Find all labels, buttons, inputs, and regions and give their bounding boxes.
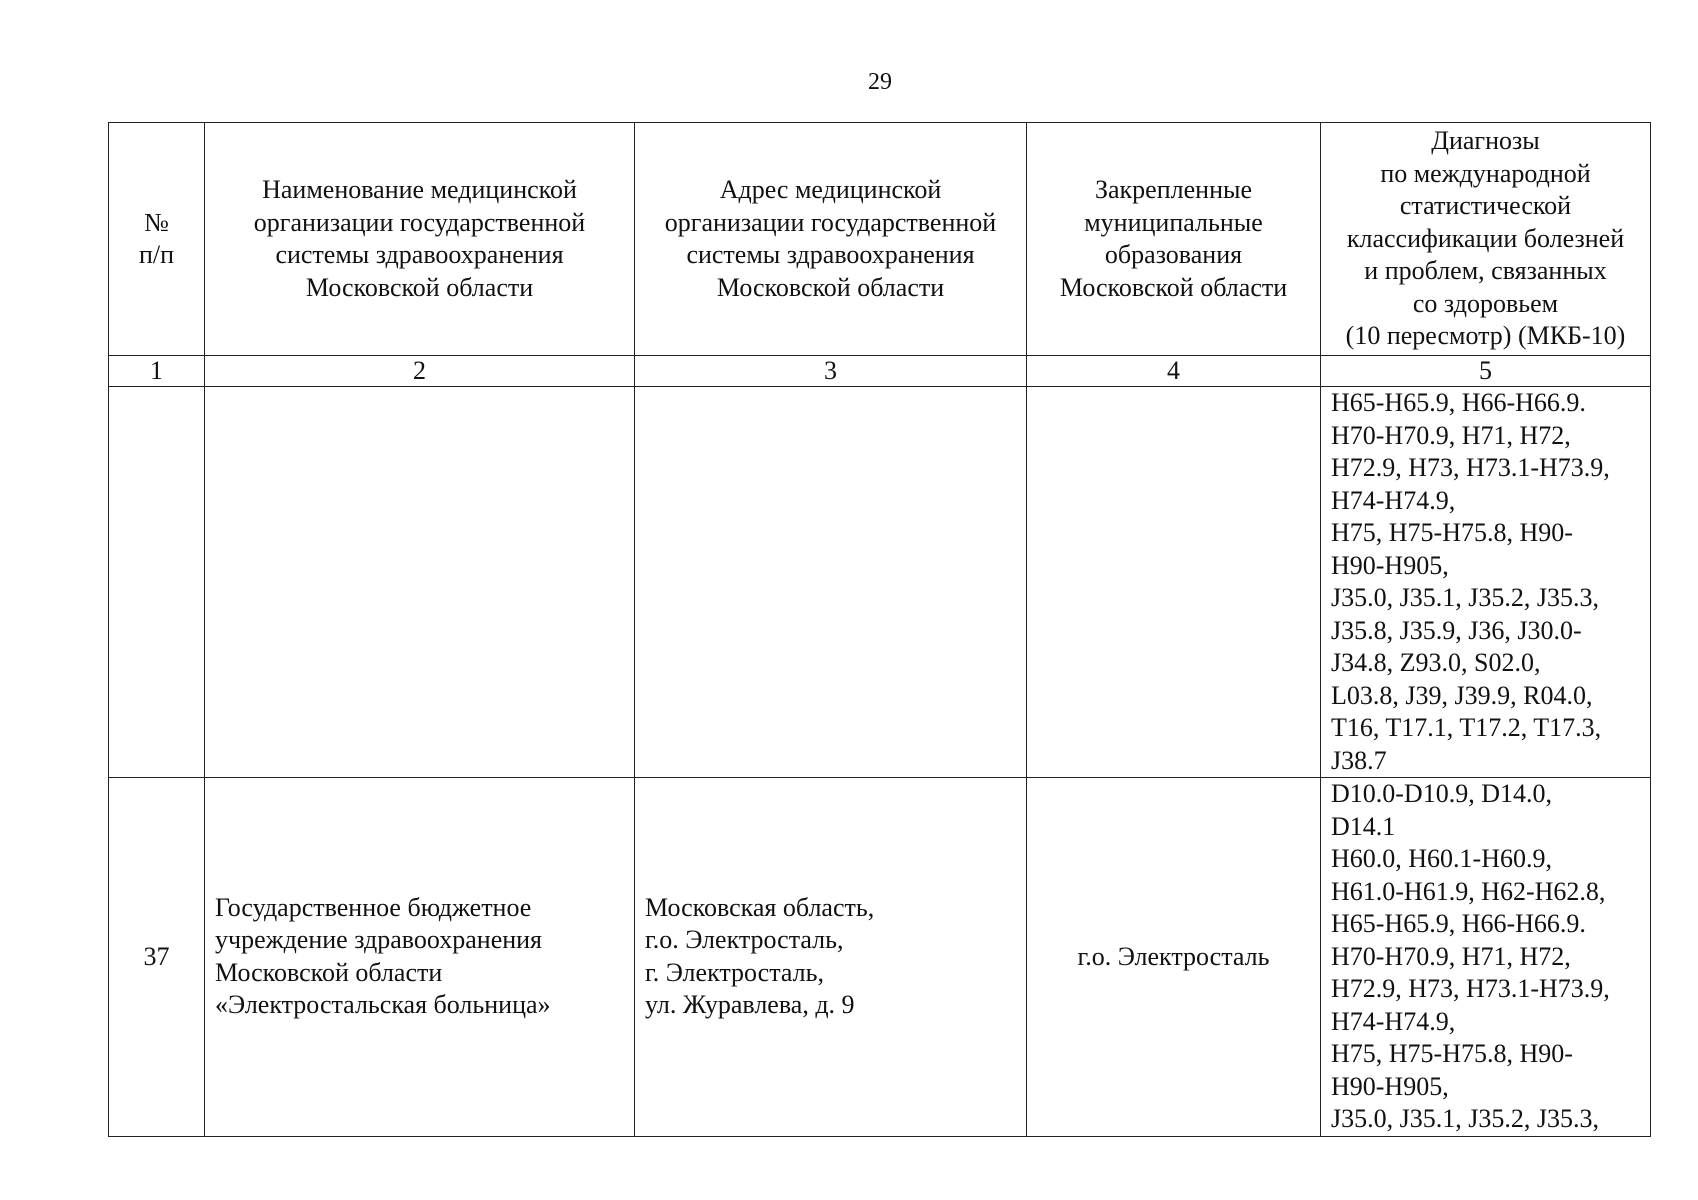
diagnosis-line: H74-H74.9, [1331,485,1456,515]
header-text-line: Адрес медицинской [719,175,942,204]
cell-organization-name [205,778,635,1137]
header-text-line: по международной [1380,158,1591,188]
table-header-row [109,123,1651,356]
cell-address-empty [635,387,1027,778]
diagnosis-line: J38.7 [1331,745,1387,775]
header-municipalities [1027,123,1321,356]
column-number-row [109,356,1651,387]
organization-line: Московской области [215,957,443,987]
diagnosis-line: H70-H70.9, H71, H72, [1331,941,1571,971]
header-number [109,123,205,356]
cell-organization-empty [205,387,635,778]
diagnosis-line: H60.0, H60.1-H60.9, [1331,844,1552,873]
cell-municipality-empty [1027,387,1321,778]
header-text-line: организации государственной [253,207,586,237]
diagnosis-line: H72.9, H73, H73.1-H73.9, [1331,453,1610,482]
header-text-line: Московской области [305,272,534,302]
header-text-line: (10 пересмотр) (МКБ-10) [1345,321,1626,351]
header-text-line: Закрепленные [1094,175,1252,204]
diagnosis-line: H72.9, H73, H73.1-H73.9, [1331,974,1610,1003]
header-text-line: и проблем, связанных [1364,256,1607,286]
address-line: г. Электросталь, [645,957,825,987]
diagnosis-line: D14.1 [1331,811,1396,841]
cell-diagnoses [1321,778,1651,1137]
organization-line: «Электростальская больница» [215,990,551,1020]
column-number: 3 [635,356,1027,387]
header-organization-address [635,123,1027,356]
table-row-continuation [109,387,1651,778]
medical-organizations-table [108,122,1651,1137]
header-diagnoses [1321,123,1651,356]
header-text-line: классификации болезней [1346,223,1625,253]
header-text-line: № [144,207,169,237]
column-number: 5 [1321,356,1651,387]
diagnosis-line: J34.8, Z93.0, S02.0, [1331,648,1541,677]
header-text-line: организации государственной [664,207,997,237]
organization-line: учреждение здравоохранения [215,925,543,955]
column-number: 1 [109,356,205,387]
organization-line: Государственное бюджетное [215,892,532,922]
header-text-line: образования [1104,240,1243,269]
header-text-line: статистической [1399,191,1572,221]
diagnosis-line: H61.0-H61.9, H62-H62.8, [1331,876,1606,906]
cell-municipality: г.о. Электросталь [1027,778,1321,1137]
cell-diagnoses-continuation [1321,387,1651,778]
header-text-line: Диагнозы [1431,126,1540,156]
address-line: г.о. Электросталь, [645,925,844,955]
column-number: 4 [1027,356,1321,387]
header-text-line: Московской области [716,272,945,302]
diagnosis-line: T16, T17.1, T17.2, T17.3, [1331,713,1602,742]
cell-organization-address [635,778,1027,1137]
header-text-line: п/п [138,240,175,269]
header-text-line: муниципальные [1084,207,1263,237]
header-organization-name [205,123,635,356]
header-text-line: Московской области [1059,272,1288,302]
diagnosis-line: H90-H905, [1331,1071,1449,1101]
diagnosis-line: H75, H75-H75.8, H90- [1331,1039,1573,1068]
diagnosis-line: L03.8, J39, J39.9, R04.0, [1331,680,1593,710]
diagnosis-line: H74-H74.9, [1331,1006,1456,1036]
page-number: 29 [868,69,892,95]
column-number: 2 [205,356,635,387]
header-text-line: системы здравоохранения [686,240,975,269]
header-text-line: со здоровьем [1412,288,1559,318]
diagnosis-line: H90-H905, [1331,550,1449,580]
cell-number-empty [109,387,205,778]
diagnosis-line: J35.0, J35.1, J35.2, J35.3, [1331,583,1599,612]
diagnosis-line: H75, H75-H75.8, H90- [1331,518,1573,547]
cell-row-number: 37 [109,778,205,1137]
diagnosis-line: H65-H65.9, H66-H66.9. [1331,909,1586,938]
diagnosis-line: D10.0-D10.9, D14.0, [1331,779,1552,808]
header-text-line: Наименование медицинской [262,175,577,204]
diagnosis-line: H70-H70.9, H71, H72, [1331,420,1571,450]
header-text-line: системы здравоохранения [275,240,564,269]
diagnosis-line: J35.8, J35.9, J36, J30.0- [1331,615,1582,645]
address-line: Московская область, [645,892,875,922]
table-row-37 [109,778,1651,1137]
address-line: ул. Журавлева, д. 9 [645,990,855,1020]
diagnosis-line: H65-H65.9, H66-H66.9. [1331,388,1586,417]
diagnosis-line: J35.0, J35.1, J35.2, J35.3, [1331,1104,1599,1133]
